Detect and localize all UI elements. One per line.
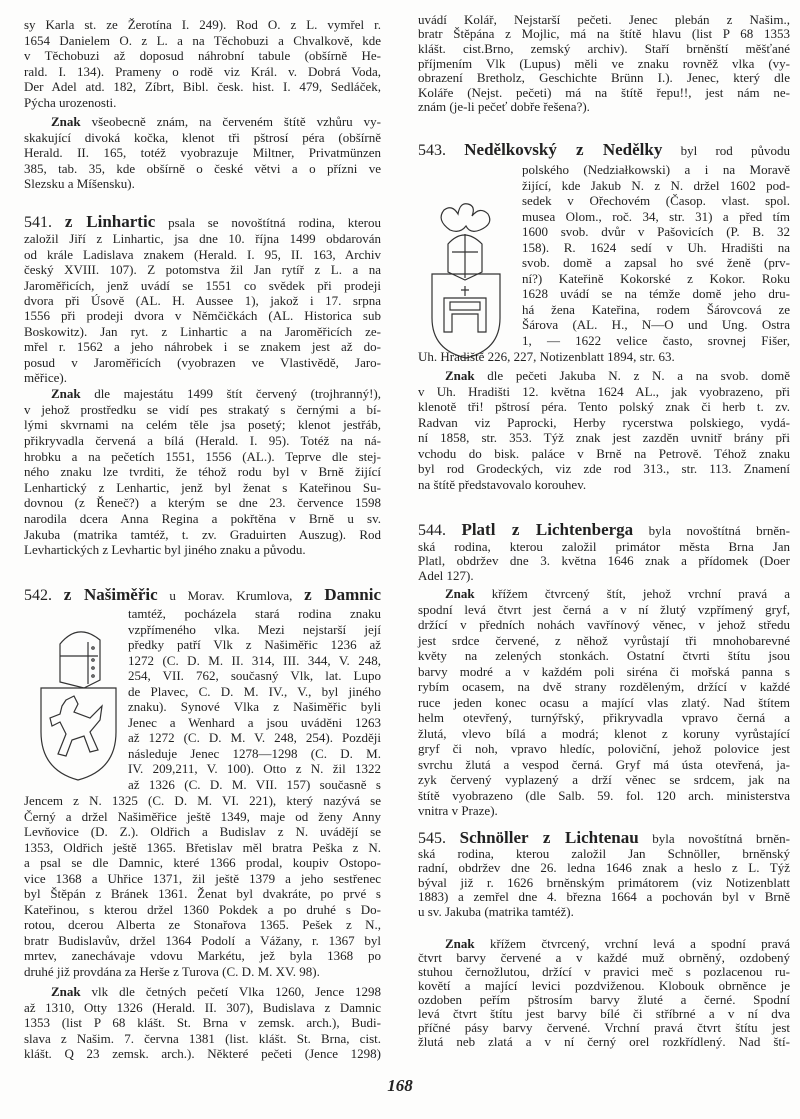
text-content: 254, VII. 762, současný Vlk, lat. Lupo (128, 668, 381, 684)
text-content: svrchu žlutá a vespod černá. Gryf má ústa otevřená, ja- (418, 756, 790, 772)
text-line (418, 86, 790, 101)
text-content: sedek v Ořechovém (Časop. vlast. spol. (522, 193, 790, 209)
text-line (128, 622, 381, 638)
text-line (418, 726, 790, 742)
text-content: Uh. Hradiště 226, 227, Notizenblatt 1894, str. 63. (418, 349, 675, 365)
text-content: Radvan viz Paprocki, Herby rycerstwa polskiego, vydá- (418, 414, 790, 430)
text-content: Lenhartický z Lenhartic, jenž byl ženat s Kateřinou Su- (24, 479, 381, 495)
text-line (24, 417, 381, 433)
text-line (128, 699, 381, 715)
text-content: ská rodina, kterou založil primátor města Brna Jan (418, 538, 790, 554)
text-line (418, 554, 790, 569)
text-line (24, 433, 381, 449)
text-content: v Těchobuzi až doposud náhrobní tabule (obšírně He- (24, 48, 381, 64)
text-content: vnitra v Praze). (418, 803, 498, 819)
text-content: následuje Jenec 1278—1298 (C. D. M. (128, 745, 381, 761)
text-line (445, 586, 790, 602)
text-content: a psal se dle Damnic, které 1366 prodal, koupiv Ostopo- (24, 855, 381, 871)
text-line (24, 130, 381, 146)
text-content: ní 1858, str. 353. Týž znak jest zazděn uvnitř brány při (418, 430, 790, 446)
text-content: založil Jiří z Linhartic, jsa dne 10. října 1499 obdarován (24, 231, 381, 247)
entry-number: 542. (24, 587, 52, 604)
text-line (24, 964, 381, 980)
text-line (418, 384, 790, 400)
entry-text: psala se novoštítná rodina, kterou (168, 215, 381, 230)
text-line (128, 606, 381, 622)
text-line (418, 1021, 790, 1035)
text-line (418, 757, 790, 773)
text-line (418, 965, 790, 979)
text-content: klášt. cist.Brno, zemský archiv). Staří brněnští měšťané (418, 40, 790, 56)
text-line (522, 271, 790, 287)
text-content: Herald. II. 165, totéž vyobrazuje Miltner, Privatmünzen (24, 145, 381, 161)
text-line (24, 339, 381, 354)
text-line (128, 730, 381, 746)
entry-number: 543. (418, 142, 446, 159)
text-line (418, 695, 790, 711)
entry-text: byla novoštítná brněn- (652, 831, 790, 846)
text-content: 1883) a zemřel dne 4. března 1664 a pochován byl v Brně (418, 889, 790, 905)
text-content: dle majestátu 1499 štít červený (trojhranný!), (94, 386, 382, 402)
text-content: 1353, Oldřich ještě 1365. Břetislav měl bratra Peška z N. (24, 839, 381, 855)
text-line (24, 293, 381, 308)
text-line (24, 824, 381, 840)
text-content: hrobku a na pečetích 1551, 1556 (AL.). Teprve dle stej- (24, 448, 381, 464)
text-line (418, 1007, 790, 1021)
text-content: ozdoben peřím pštrosím barvy žluté a černé. Spodní (418, 992, 790, 1007)
text-content: čtvrt barvy červené a v každé muž obrněný, ozdobený (418, 950, 790, 965)
text-line (24, 1000, 381, 1016)
entry-text: byla novoštítná brněn- (648, 523, 791, 538)
text-content: klenotě tři! pštrosí péra. Tento polský znak či herb t. zv. (418, 399, 790, 415)
entry-heading (24, 212, 381, 232)
text-content: Kateřinou, s kterou držel 1360 Pokdek a po druhé s Do- (24, 901, 381, 917)
text-content: barvy modré a v každém poli siréna či mořská panna s (418, 663, 790, 679)
arms-lead: Znak (51, 984, 81, 1000)
text-line (24, 495, 381, 511)
text-content: ní?) Kateřině Kokorské z Kokor. Roku (522, 270, 790, 286)
text-content: křížem čtvrcený štít, jehož vrchní pravá a (491, 586, 791, 602)
text-line (418, 540, 790, 555)
text-line (522, 240, 790, 256)
text-content: Šárova (AL. H., N—O und Ung. Ostra (522, 317, 790, 333)
coat-of-arms-banner-image (430, 200, 502, 360)
text-line (418, 461, 790, 477)
text-line (445, 937, 790, 951)
text-content: Adel 127). (418, 567, 474, 583)
text-content: až 1310, Otty 1326 (Herald. II. 307), Budislava z Damnic (24, 999, 381, 1015)
text-line (24, 1046, 381, 1062)
text-content: 1, — 1622 velice často, srovnej Fišer, (522, 332, 790, 348)
text-content: polského (Nedziałkowski) a i na Moravě (522, 162, 790, 178)
family-name: Nedělkovský z Nedělky (464, 140, 663, 159)
text-content: až 1272 (C. D. M. V. 248, 254). Později (128, 730, 381, 746)
text-line (418, 446, 790, 462)
entry-heading (24, 585, 381, 605)
text-line (24, 1015, 381, 1031)
text-content: gryf či noh, vpravo hledíc, poloviční, jehož polovice jest (418, 741, 790, 757)
text-content: Levhartických z Levhartic byl jiného znaku a původu. (24, 542, 306, 558)
text-line (24, 449, 381, 465)
text-content: dovnou (z Řeneč?) a kterým se dne 23. července 1598 (24, 495, 381, 511)
text-line (24, 402, 381, 418)
text-content: sy Karla st. ze Žerotína I. 249). Rod O. z L. vymřel r. (24, 17, 381, 33)
text-line (522, 209, 790, 225)
text-line (24, 64, 381, 80)
text-content: křížem čtvrcený, vrchní levá a spodní pravá (489, 936, 790, 951)
text-content: de Plavec, C. D. M. IV., V., byl jiného (128, 683, 381, 699)
text-content: byl rod Grodeckých, viz zde rod 313., str. 113. Znamení (418, 461, 790, 477)
text-line (418, 890, 790, 905)
text-line (522, 162, 790, 178)
text-line (24, 33, 381, 49)
text-content: rybím ocasem, na dvě strany rozděleným, držící v každé (418, 679, 790, 695)
text-line (418, 664, 790, 680)
text-line (418, 905, 790, 920)
text-line (418, 349, 790, 365)
text-line (128, 746, 381, 762)
text-line (418, 803, 790, 819)
text-line (24, 480, 381, 496)
text-content: 1556 při prodeji dvora v Němčičkách (AL. Historica sub (24, 308, 381, 324)
text-line (418, 979, 790, 993)
text-content: příčné pásy barvy červené. Vrchní pravá čtvrt štítu jest (418, 1020, 790, 1035)
text-content: žlutá, vlevo bílá a modrá; klenot z koruny vyrůstající (418, 725, 790, 741)
text-content: vice 1368 a Uhřice 1371, žil ještě 1379 a jeho sestřenec (24, 870, 381, 886)
text-content: 1272 (C. D. M. II. 314, III. 344, V. 248, (128, 652, 381, 668)
text-content: há žena Kateřina, rodem Šárovcová ze (522, 301, 790, 317)
text-content: slava z Našim. 7. června 1381 (list. klášt. St. Brna, cist. (24, 1030, 381, 1046)
text-content: Černý a držel Našiměřice ještě 1349, maje od ženy Anny (24, 808, 381, 824)
text-content: ská rodina, kterou založil Jan Schnöller, brněnský (418, 845, 790, 861)
text-line (418, 27, 790, 42)
text-line (128, 761, 381, 777)
text-line (128, 637, 381, 653)
text-line (445, 368, 790, 384)
text-content: až 1326 (C. D. M. VII. 157) současně s (128, 776, 381, 792)
text-content: radní, obdržev dne 26. ledna 1646 znak a heslo z L. Týž (418, 860, 790, 876)
text-content: v jehož prostředku se vidí pes strakatý s černými a bí- (24, 401, 381, 417)
text-content: býval již r. 1626 brněnským primátorem (viz Notizenblatt (418, 874, 790, 890)
text-line (522, 178, 790, 194)
text-content: znám (je-li pečeť dobře řešena?). (418, 99, 590, 115)
text-line (522, 286, 790, 302)
text-line (522, 255, 790, 271)
text-line (418, 617, 790, 633)
text-content: lými skvrnami na celém těle jsa posetý; klenot jestřáb, (24, 417, 381, 433)
text-content: vchodu do bisk. paláce v Brně na Petrově. Téhož znaku (418, 445, 790, 461)
text-line (418, 71, 790, 86)
text-line (418, 951, 790, 965)
text-content: mřel r. 1562 a jeho náhrobek i se znakem jest až do- (24, 339, 381, 355)
entry-text: u Morav. Krumlova, (169, 588, 293, 603)
text-content: musea Olom., roč. 34, str. 31) a před tím (522, 208, 790, 224)
arms-lead: Znak (445, 368, 475, 384)
text-content: dle pečeti Jakuba N. z N. a na svob. domě (487, 368, 790, 384)
text-content: mrtev, zanechávaje vdovu Markétu, jež byla 1368 po (24, 948, 381, 964)
text-content: Platl, obdržev dne 3. května 1646 znak a přídomek (Doer (418, 553, 790, 569)
text-line (51, 114, 381, 130)
text-content: ruce jeden konec ocasu a mající vlas zlatý. Nad štítem (418, 694, 790, 710)
entry-number: 541. (24, 214, 52, 231)
text-content: ného znaku lze tvrditi, že téhož rodu byl v Brně žijící (24, 464, 381, 480)
text-line (24, 917, 381, 933)
text-content: stuhou černožlutou, držící v pravici meč s pozlacenou ru- (418, 964, 790, 979)
text-line (24, 262, 381, 277)
text-line (128, 684, 381, 700)
text-line (24, 1031, 381, 1047)
arms-lead: Znak (445, 936, 475, 951)
text-line (522, 317, 790, 333)
text-content: bratr Štěpána z Mojlic, má na štítě hlavu (list P 68 1353 (418, 26, 790, 42)
text-content: Der Adel atd. 182, Zíbrt, Bibl. česk. hist. I. 479, Sedláček, (24, 79, 381, 95)
text-content: spodní levá čtvrt jest černá a v ní žlutý vzpřímený gryf, (418, 601, 790, 617)
text-line (24, 542, 381, 558)
text-line (522, 193, 790, 209)
text-content: druhé již provdána za Herše z Turova (C. D. M. XV. 98). (24, 963, 320, 979)
text-content: svob. domě a zapsal ho své ženě (prv- (522, 255, 790, 271)
text-line (418, 993, 790, 1007)
text-content: tamtéž, pocházela stará rodina znaku (128, 606, 381, 622)
text-line (24, 886, 381, 902)
text-content: žijící, kde Jakub N. z N. držel 1602 pod- (522, 177, 790, 193)
text-content: Jencem z N. 1325 (C. D. M. VI. 221), který nazývá se (24, 793, 381, 809)
text-content: měřice). (24, 369, 67, 385)
text-content: květy na zelených stonkách. Ostatní čtvrti štítu jsou (418, 648, 790, 664)
text-line (24, 902, 381, 918)
text-line (24, 948, 381, 964)
text-line (24, 95, 381, 111)
entry-text: byl rod původu (680, 143, 791, 158)
text-content: český XVIII. 107). Z potomstva žil Jan rytíř z L. a na (24, 262, 381, 278)
text-line (418, 57, 790, 72)
text-line (522, 302, 790, 318)
text-content: Slezsku a Míšensku). (24, 176, 135, 192)
text-line (418, 13, 790, 28)
text-line (24, 278, 381, 293)
text-content: 385, tab. 35, kde obšírně o české větvi a o přízni ve (24, 160, 381, 176)
text-content: u sv. Jakuba (matrika tamtéž). (418, 903, 574, 919)
text-line (418, 569, 790, 584)
text-content: kovětí a mající levici pozdviženou. Klobouk obrněnce je (418, 978, 790, 993)
family-name: Platl z Lichtenberga (461, 520, 634, 539)
text-line (522, 224, 790, 240)
text-line (24, 855, 381, 871)
family-name: z Linhartic (64, 212, 156, 231)
text-content: 1600 svob. dvůr v Pašovicích (P. B. 32 (522, 224, 790, 240)
coat-of-arms-wolf-image (38, 622, 120, 782)
text-content: Jenec a Wenhard a jsou uváděni 1263 (128, 714, 381, 730)
text-line (418, 42, 790, 57)
text-line (24, 176, 381, 192)
text-content: žlutá neb zlatá a v ní černý orel rozkřídlený. Nad ští- (418, 1034, 790, 1049)
family-name: z Damnic (304, 585, 382, 604)
text-line (418, 679, 790, 695)
text-content: obrazení Bretholz, Geschichte Brünn I.). Jenec, který dle (418, 70, 790, 86)
text-content: přikryvadla červená a bílá (Herald. I. 95). Totéž na ná- (24, 433, 381, 448)
text-content: štítě vyobrazeno (dle Salb. 59. fol. 120 arch. ministerstva (418, 787, 790, 803)
text-line (24, 527, 381, 543)
text-line (24, 231, 381, 246)
text-content: jest srdce červené, z něhož vyrůstají tři mnohobarevné (418, 632, 790, 648)
entry-number: 544. (418, 522, 446, 539)
entry-number: 545. (418, 830, 446, 847)
text-line (24, 793, 381, 809)
text-content: narodila dcera Anna Regina a pokřtěna v Brně u sv. (24, 511, 381, 526)
family-name: z Našiměřic (63, 585, 158, 604)
text-content: vzpřímeného vlka. Mezi nejstarší její (128, 621, 381, 637)
text-line (24, 79, 381, 95)
text-line (24, 247, 381, 262)
text-line (51, 984, 381, 1000)
text-line (24, 840, 381, 856)
text-content: znaku). Synové Vlka z Našiměřic byli (128, 699, 381, 715)
text-line (24, 145, 381, 161)
text-content: Jaroměřicích, jenž uvádí se 1551 co svědek při prodeji (24, 277, 381, 293)
text-line (418, 648, 790, 664)
family-name: Schnöller z Lichtenau (459, 828, 639, 847)
text-line (128, 653, 381, 669)
text-line (418, 477, 790, 493)
text-content: bratr Budislavův, držel 1364 Podolí a Vážany, r. 1367 byl (24, 932, 381, 948)
text-line (418, 100, 790, 115)
text-line (24, 355, 381, 370)
text-line (24, 48, 381, 64)
text-line (418, 876, 790, 891)
text-content: Pýcha urozenosti. (24, 94, 117, 110)
text-line (128, 715, 381, 731)
arms-lead: Znak (51, 386, 81, 402)
text-content: na štítě představovalo korouhev. (418, 476, 587, 492)
text-content: klášt. Q 23 zemsk. arch.). Některé pečeti (Jence 1298) (24, 1046, 381, 1062)
text-line (418, 602, 790, 618)
text-line (418, 415, 790, 431)
text-content: od krále Ladislava znakem (Herald. I. 95, II. 163, Archiv (24, 246, 381, 262)
text-content: 158). R. 1624 sedí v Uh. Hradišti na (522, 239, 790, 255)
entry-heading (418, 520, 790, 540)
text-content: Boskowitz). Jan ryt. z Linhartic a na Jaroměřicích ze- (24, 323, 381, 339)
text-content: Koláře (Nejst. pečeti) má na štítě řepu!!, jest nám ne- (418, 84, 790, 100)
text-content: v Uh. Hradišti 12. května 1624 AL., jak vyobrazeno, při (418, 383, 790, 399)
text-content: rald. I. 134). Prameny o rodě viz Král. v. Dobrá Voda, (24, 63, 381, 79)
text-line (24, 324, 381, 339)
text-content: držící v předních nohách vavřínový věnec, v jehož středu (418, 617, 790, 633)
text-line (522, 333, 790, 349)
text-line (24, 809, 381, 825)
text-line (418, 741, 790, 757)
text-content: 1353 (list P 68 klášt. St. Brna v zemsk. arch.), Budi- (24, 1015, 381, 1031)
text-line (24, 17, 381, 33)
text-line (418, 1035, 790, 1049)
text-line (24, 871, 381, 887)
text-content: IV. 209,211, V. 100). Otto z N. žil 1322 (128, 761, 381, 777)
page-number: 168 (387, 1076, 413, 1095)
text-content: levá čtvrt štítu jest barvy bílé či stříbrné a v ní dva (418, 1006, 790, 1021)
text-line (418, 788, 790, 804)
text-content: příjmením Vlk (Lupus) měli ve znaku rovněž vlka (vy- (418, 55, 790, 71)
text-line (24, 370, 381, 385)
arms-lead: Znak (445, 586, 475, 602)
text-content: helm otevřený, turnýřský, přikryvadla vpravo černá a (418, 710, 790, 726)
text-line (418, 399, 790, 415)
text-content: zyk červený vyplazený a drží věnec se srdcem, jak na (418, 772, 790, 788)
text-line (24, 511, 381, 527)
text-content: vlk dle četných pečetí Vlka 1260, Jence 1298 (91, 984, 381, 1000)
entry-heading (418, 140, 790, 160)
text-content: Jakuba (matrika tamtéž, t. zv. Graduirten Auszug). Rod (24, 526, 381, 542)
text-line (418, 710, 790, 726)
text-line (24, 161, 381, 177)
text-content: posud v Jaroměřicích (vyobrazen ve Vlastivědě, Jaro- (24, 354, 381, 370)
text-line (418, 430, 790, 446)
text-line (418, 847, 790, 862)
text-content: Levňovice (D. Z.). Oldřich a Budislav z N. uvádějí se (24, 824, 381, 840)
text-content: uvádí Kolář, Nejstarší pečeti. Jenec plebán z Našim., (418, 11, 790, 27)
arms-lead: Znak (51, 114, 81, 130)
text-line (51, 386, 381, 402)
text-line (128, 777, 381, 793)
text-line (418, 861, 790, 876)
text-content: rotou, dcerou Alberta ze Stonařova 1365. Pešek z N., (24, 917, 381, 933)
text-content: byl Štěpán z Bránek 1361. Ženat byl dvakráte, po prvé s (24, 886, 381, 902)
text-line (24, 464, 381, 480)
text-content: předky patří Vlk z Našiměřic 1236 až (128, 637, 381, 653)
text-line (418, 633, 790, 649)
text-content: všeobecně znám, na červeném štítě vzhůru vy- (91, 114, 381, 130)
text-line (418, 772, 790, 788)
text-content: 1628 uvádí se na témže domě jeho dru- (522, 286, 790, 302)
text-content: skakující divoká kočka, klenot tři pštrosí péra (obšírně (24, 129, 381, 145)
text-line (128, 668, 381, 684)
text-content: dvora při Úsově (AL. H. Aussee 1), jakož i 17. srpna (24, 292, 381, 308)
text-line (24, 308, 381, 323)
text-line (24, 933, 381, 949)
text-content: 1654 Danielem O. z L. a na Těchobuzi a Chvalkově, kde (24, 32, 381, 48)
